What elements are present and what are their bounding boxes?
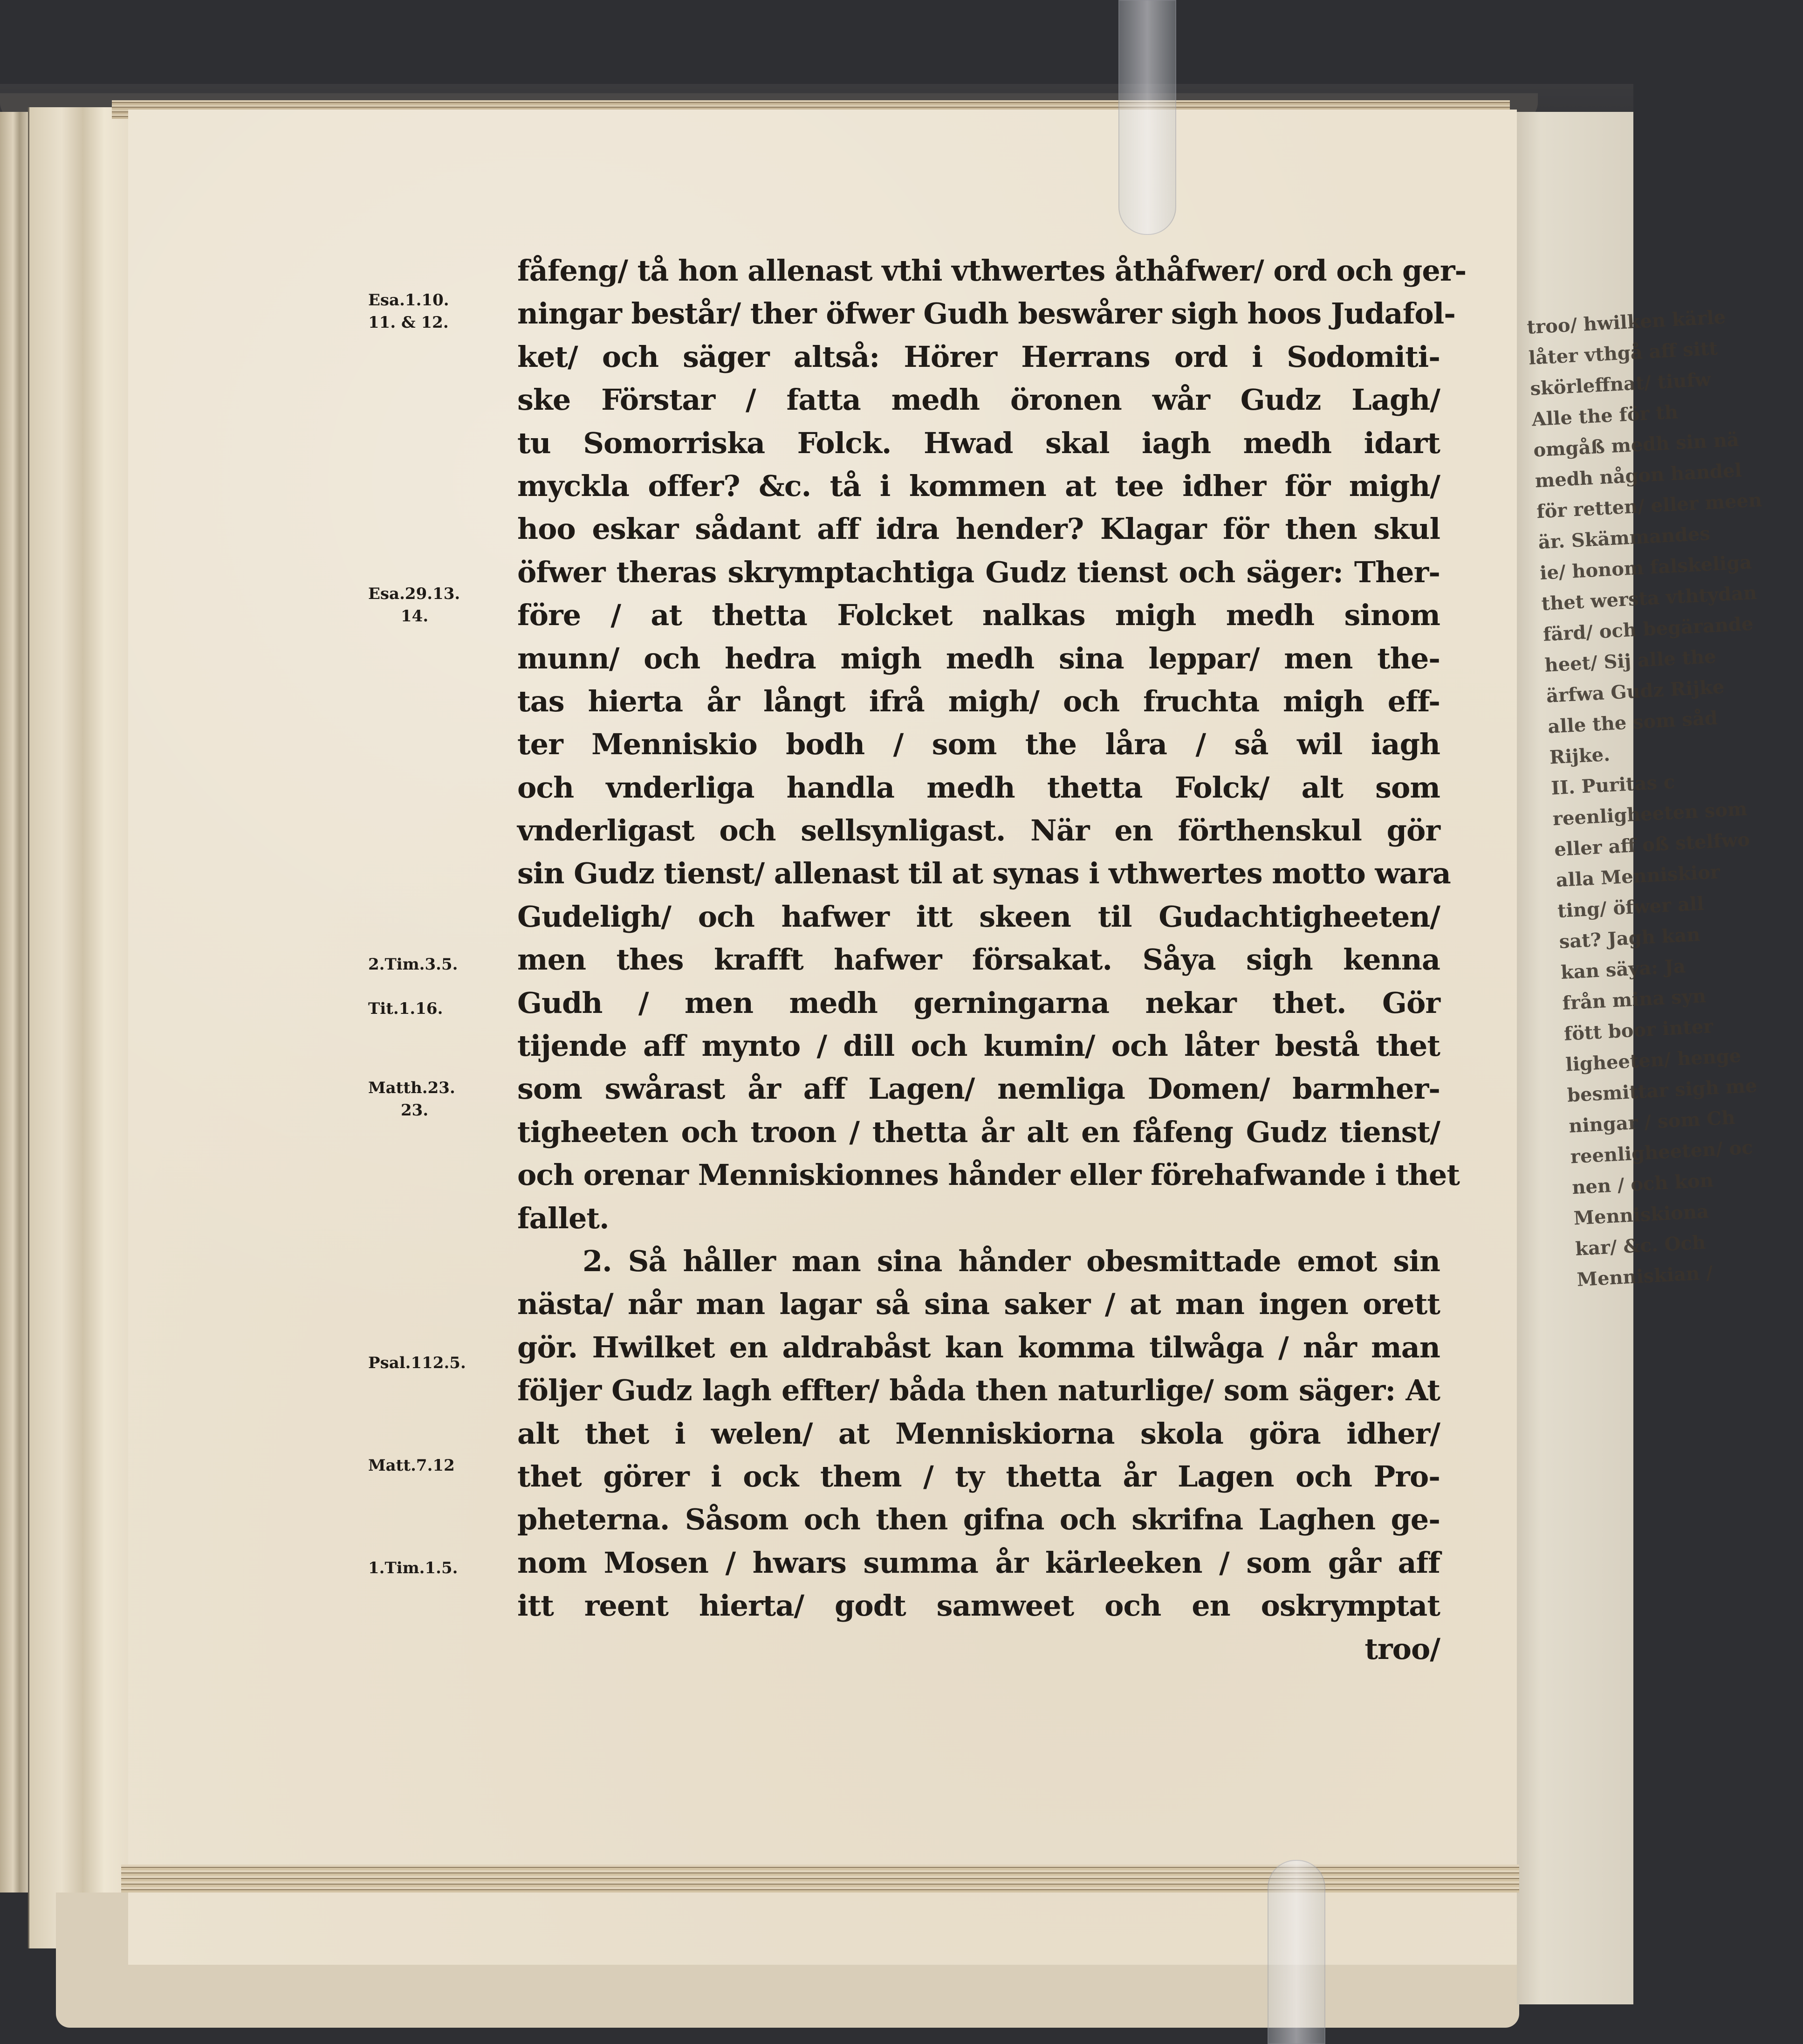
adjacent-text-line: II. Puritas c [1550,771,1676,799]
margin-note-line: 2.Tim.3.5. [368,955,458,974]
margin-note-line: Esa.29.13. [368,585,460,603]
margin-note-line: 14. [401,607,429,626]
text-line: före / at thetta Folcket nalkas migh medh sinom [517,598,1440,633]
adjacent-text-line: ie/ honom falskeliga [1539,551,1753,585]
margin-note-line: Matt.7.12 [368,1456,455,1475]
adjacent-text-line: Menniskian / [1576,1261,1714,1291]
adjacent-text-line: Rijke. [1549,743,1611,769]
text-line: och vnderliga handla medh thetta Folck/ alt som [517,770,1440,805]
text-line: fallet. [517,1201,609,1235]
adjacent-text-line: för retten/ eller meen [1536,489,1763,523]
adjacent-text-line: är. Skämmandes [1537,523,1711,554]
text-line: nästa/ når man lagar så sina saker / at man ingen orett [517,1287,1440,1321]
adjacent-text-line: troo/ hwilken kärle [1526,306,1727,338]
margin-note-line: Tit.1.16. [368,999,443,1018]
adjacent-text-line: medh någon handel [1534,459,1742,492]
text-line: Gudeligh/ och hafwer itt skeen til Gudachtigheeten/ [517,899,1440,934]
adjacent-text-line: ärfwa Gudz Rijke [1545,675,1725,707]
adjacent-text-line: alla Menniskior [1555,860,1721,892]
text-line: itt reent hierta/ godt samweet och en oskrymptat [517,1589,1440,1623]
adjacent-text-line: sat? Jagh kan [1558,923,1701,953]
adjacent-text-line: ligheeten/ henge [1565,1045,1742,1076]
margin-note [368,583,508,627]
margin-note [368,1454,508,1477]
margin-note [368,953,508,976]
text-line: nom Mosen / hwars summa år kärleeken / som går aff [517,1545,1440,1580]
margin-note-line: 11. & 12. [368,313,449,332]
text-line: ket/ och säger altså: Hörer Herrans ord i Sodomiti- [517,339,1440,374]
adjacent-text-line: thet wersta vthtydan [1541,581,1758,615]
text-line: följer Gudz lagh effter/ båda then naturlige/ som säger: At [517,1373,1440,1408]
margin-note [368,1557,508,1579]
adjacent-text-line: Alle the för th [1531,401,1679,431]
adjacent-text-line: omgåß medh sin nä [1533,428,1740,461]
text-line: tigheeten och troon / thetta år alt en fåfeng Gudz tienst/ [517,1115,1440,1149]
text-line: myckla offer? &c. tå i kommen at tee idher för migh/ [517,468,1440,503]
adjacent-text-line: alle the som såd [1547,707,1718,738]
adjacent-text-line: reenligheeten som [1552,798,1748,830]
text-line: ter Menniskio bodh / som the låra / så wil iagh [517,727,1440,762]
margin-note [368,1077,508,1122]
adjacent-text-line: skörleffnat/ tiufw [1529,368,1712,400]
margin-note-line: 1.Tim.1.5. [368,1559,458,1577]
adjacent-text-line: låter vthgå aff sitt [1528,337,1718,369]
text-line: som swårast år aff Lagen/ nemliga Domen/ barmher- [517,1072,1440,1106]
adjacent-page-text [1526,301,1803,1295]
margin-note-line: Matth.23. [368,1079,455,1097]
adjacent-text-line: kar/ &c. Och [1575,1231,1707,1260]
margin-note-line: 23. [401,1101,429,1120]
text-line: Gudh / men medh gerningarna nekar thet. Gör [517,985,1440,1020]
adjacent-text-line: reenligheeten/ oc [1570,1136,1754,1168]
adjacent-text-line: från mina syn [1562,984,1707,1014]
book-clip-top [1118,0,1176,235]
margin-note-line: Esa.1.10. [368,291,449,310]
adjacent-text-line: besmittar sigh me [1566,1074,1758,1107]
text-line: alt thet i welen/ at Menniskiorna skola göra idher/ [517,1416,1440,1451]
page-stack-left [28,107,137,1948]
adjacent-text-line: färd/ och begärande [1542,613,1754,646]
margin-note [368,1352,508,1374]
adjacent-text-line: Menniskiona [1573,1200,1709,1230]
text-line: tu Somorriska Folck. Hwad skal iagh medh idart [517,426,1440,460]
margin-note-line: Psal.112.5. [368,1354,466,1372]
adjacent-text-line: ningar / som Ch [1568,1106,1736,1137]
text-line: hoo eskar sådant aff idra hender? Klagar för then skul [517,512,1440,546]
margin-note [368,998,508,1020]
text-line: vnderligast och sellsynligast. När en förthenskul gör [517,813,1440,848]
adjacent-text-line: ting/ öfwer all [1557,892,1705,922]
book-clip-bottom [1268,1860,1325,2044]
text-line: 2. Så håller man sina hånder obesmittade emot sin [583,1244,1440,1278]
text-line: sin Gudz tienst/ allenast til at synas i vthwertes motto wara [517,856,1451,891]
text-line: ningar består/ ther öfwer Gudh beswårer sigh hoos Judafol- [517,296,1456,331]
text-line: och orenar Menniskionnes hånder eller förehafwande i thet [517,1158,1460,1192]
main-text-block [517,249,1467,1671]
adjacent-text-line: heet/ Sij alle the [1544,645,1717,676]
adjacent-page [1517,112,1763,2004]
text-line: fåfeng/ tå hon allenast vthi vthwertes åthåfwer/ ord och ger- [517,254,1467,288]
text-line: gör. Hwilket en aldrabåst kan komma tilwåga / når man [517,1330,1440,1364]
text-line: tas hierta år långt ifrå migh/ och fruchta migh eff- [517,684,1440,718]
adjacent-text-line: fött boor inter [1563,1015,1714,1045]
text-line: munn/ och hedra migh medh sina leppar/ men the- [517,641,1440,675]
adjacent-text-line: kan säya: Ja [1560,955,1686,984]
margin-note [368,289,508,334]
adjacent-text-line: nen / och kon [1571,1169,1714,1199]
catchword: troo/ [1364,1631,1440,1666]
text-line: pheterna. Såsom och then gifna och skrifna Laghen ge- [517,1502,1440,1537]
text-line: ske Förstar / fatta medh öronen wår Gudz Lagh/ [517,383,1440,417]
adjacent-text-line: eller aff oß stelfwo [1554,828,1750,861]
text-line: öfwer theras skrymptachtiga Gudz tienst och säger: Ther- [517,555,1440,589]
text-line: men thes krafft hafwer försakat. Såya sigh kenna [517,943,1440,977]
text-line: tijende aff mynto / dill och kumin/ och låter bestå thet [517,1029,1440,1063]
text-line: thet görer i ock them / ty thetta år Lagen och Pro- [517,1459,1440,1493]
